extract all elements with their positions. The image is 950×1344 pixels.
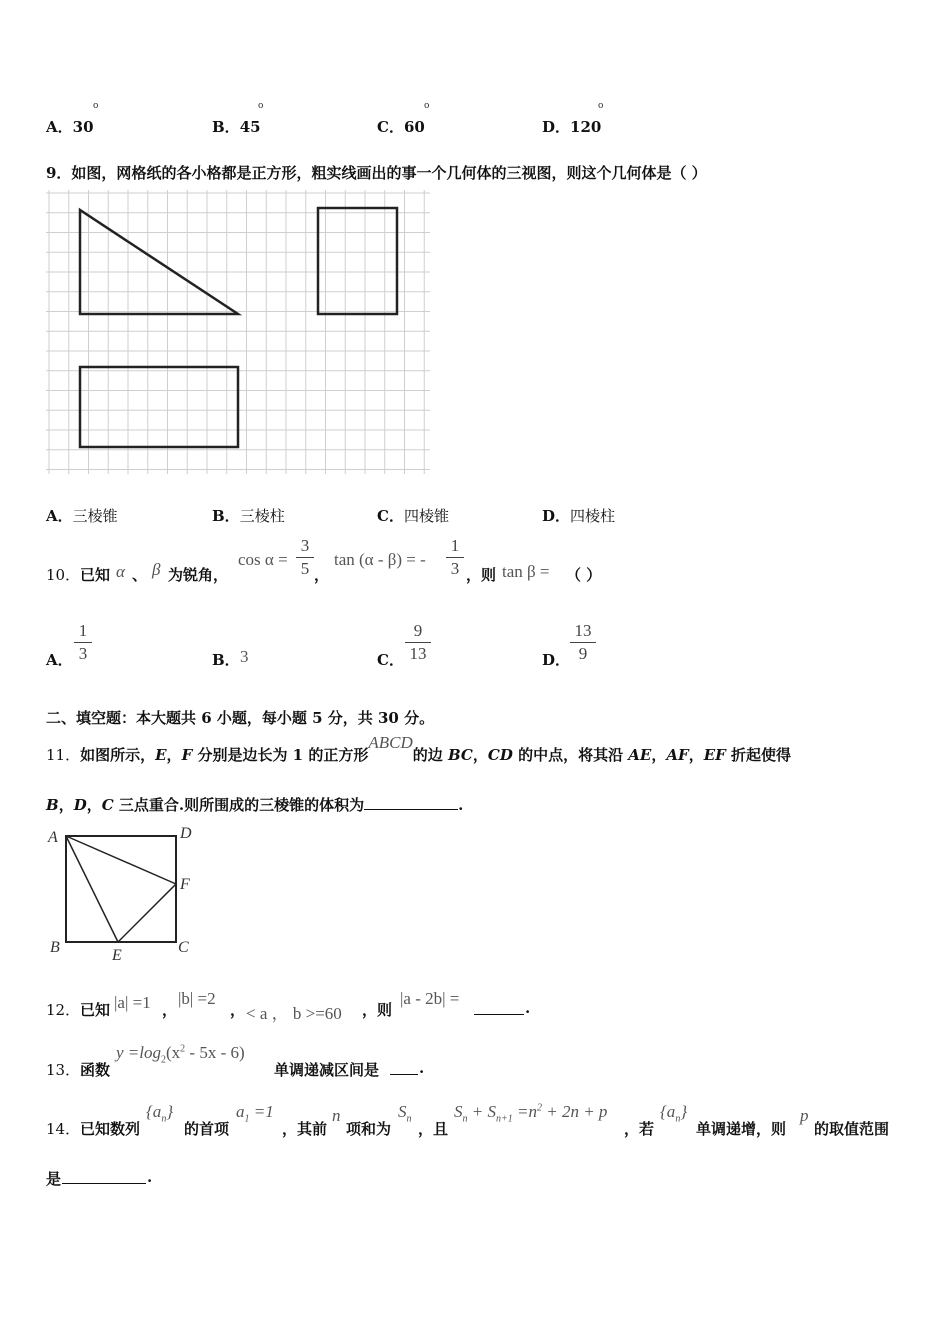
label-b: B (50, 939, 60, 956)
square-fold-figure (44, 824, 204, 966)
q14-equation: $S_n + S_{n+1} =n^2 + 2n + p$ (454, 1102, 608, 1125)
q9-stem: 9．如图，网格纸的各小格都是正方形，粗实线画出的事一个几何体的三视图，则这个几何体是（ ） (46, 164, 707, 182)
degree-mark: o (424, 101, 430, 111)
q14-first-term: $a_1 =1$ (236, 1102, 274, 1125)
q9-option-c: C．四棱锥 (377, 507, 449, 525)
q10-option-a-fraction: 1 3 (74, 621, 92, 664)
degree-mark: o (258, 101, 264, 111)
q11-line1: 11．如图所示，E，F 分别是边长为 1 的正方形ABCD的边 BC，CD 的中点，将其沿 AE，AF，EF 折起使得 (46, 733, 792, 764)
q10-option-d-fraction: 13 9 (570, 621, 596, 664)
answer-blank[interactable] (390, 1060, 418, 1075)
q9-option-d: D．四棱柱 (542, 507, 616, 525)
q8-option-a: A．30 (46, 118, 94, 136)
q8-option-d: D．120 (542, 118, 602, 136)
q8-option-b: B．45 (212, 118, 261, 136)
q8-option-c: C．60 (377, 118, 425, 136)
answer-blank[interactable] (62, 1169, 146, 1184)
q9-option-a: A．三棱锥 (46, 507, 118, 525)
three-view-grid-figure (46, 190, 430, 474)
label-a: A (48, 829, 58, 846)
front-view-triangle (80, 210, 238, 314)
q14-seq-2: $\{a_n\}$ (660, 1102, 688, 1125)
label-d: D (180, 825, 192, 842)
q10-option-c-fraction: 9 13 (405, 621, 431, 664)
q9-option-b: B．三棱柱 (212, 507, 285, 525)
q13-formula: $y =\log_2(x^2 - 5x - 6)$ (116, 1043, 245, 1066)
q14-sum: $S_n$ (398, 1102, 412, 1125)
label-f: F (180, 876, 190, 893)
answer-blank[interactable] (474, 1000, 524, 1015)
label-e: E (112, 947, 122, 964)
answer-blank[interactable] (364, 795, 458, 810)
label-c: C (178, 939, 189, 956)
cos-fraction: 3 5 (296, 536, 314, 579)
q11-line2: B，D，C 三点重合.则所围成的三棱锥的体积为 . (46, 796, 464, 814)
degree-mark: o (93, 101, 99, 111)
degree-mark: o (598, 101, 604, 111)
section-heading: 二、填空题：本大题共 6 小题，每小题 5 分，共 30 分。 (46, 709, 435, 727)
tan-fraction: 1 3 (446, 536, 464, 579)
q14-seq: $\{a_n\}$ (146, 1102, 174, 1125)
top-view-rectangle (80, 367, 238, 447)
